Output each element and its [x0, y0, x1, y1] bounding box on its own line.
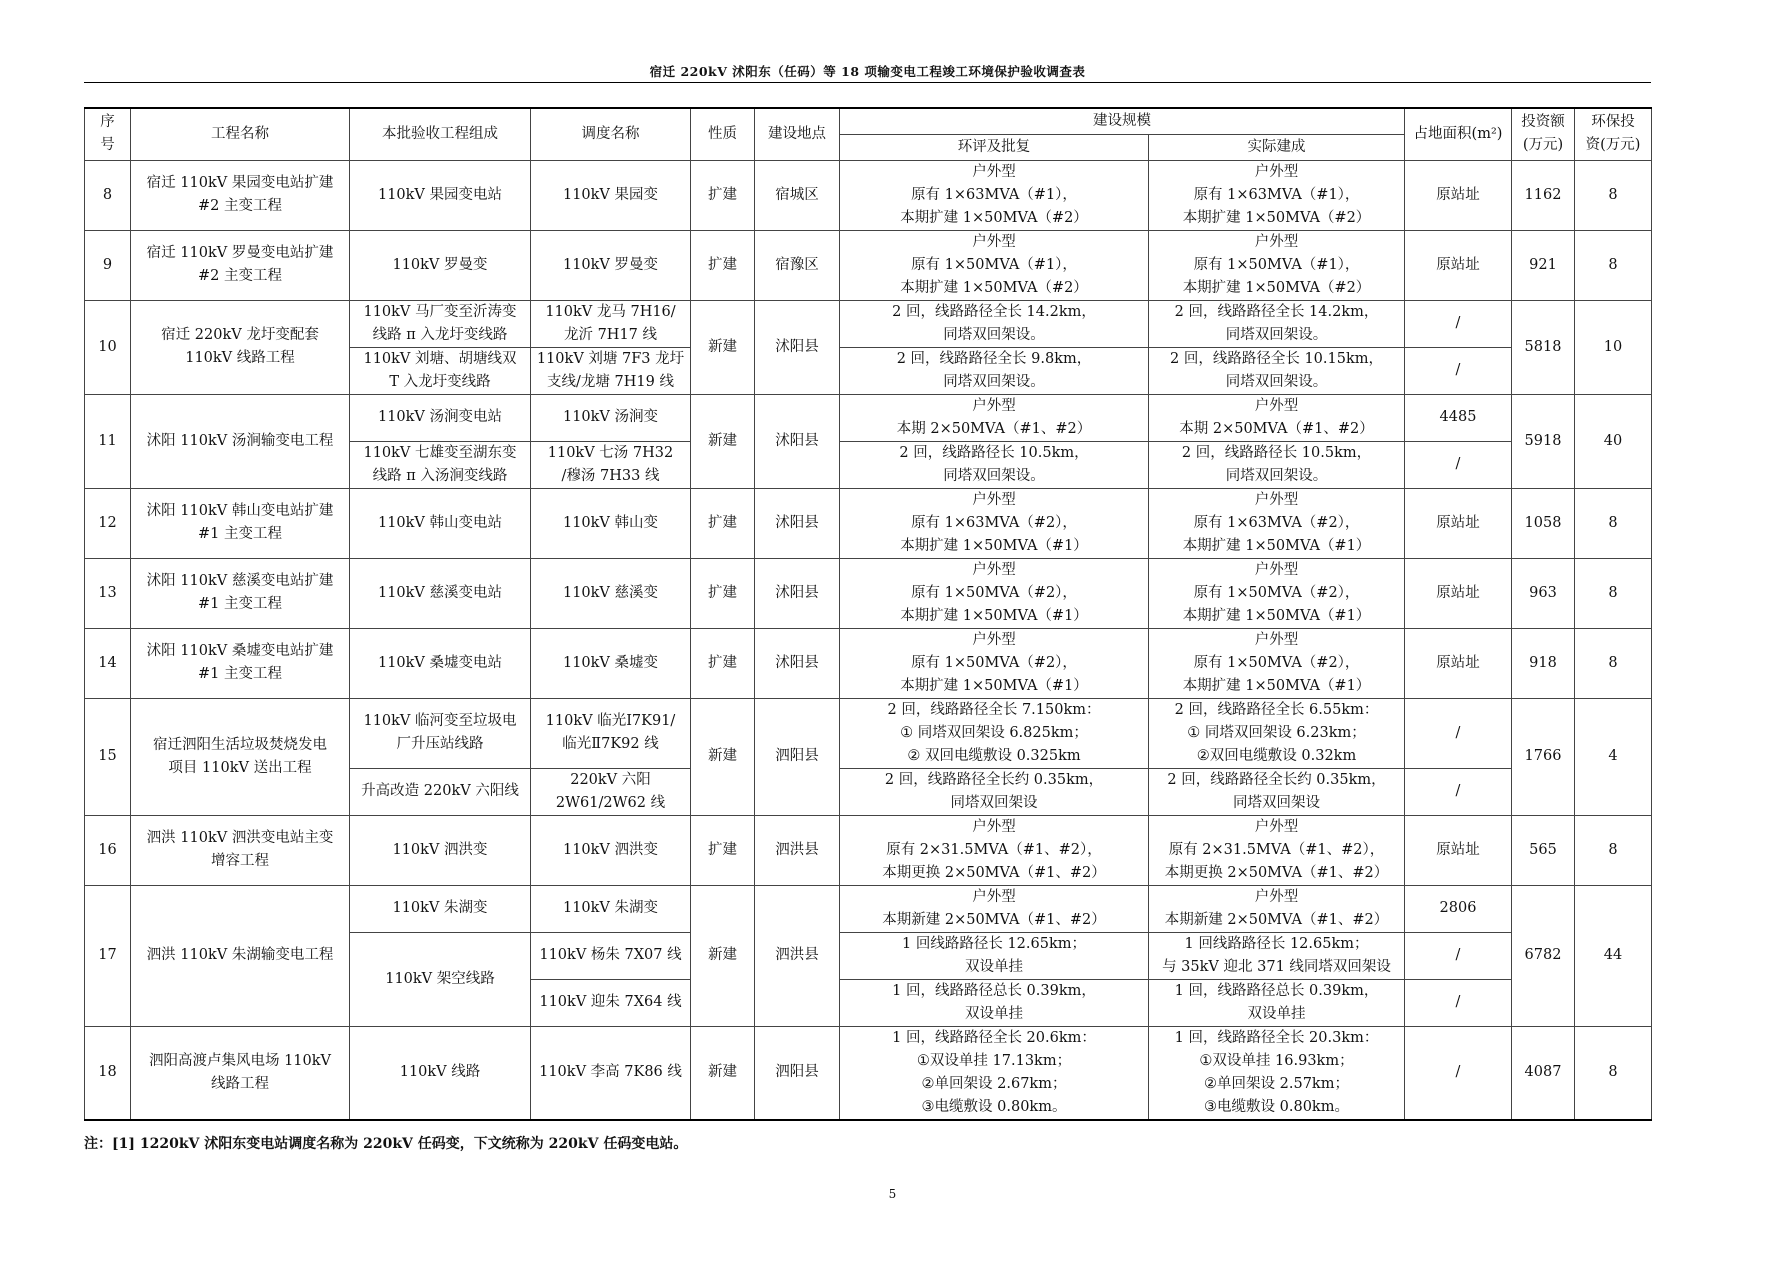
cell-seq: 11	[85, 394, 131, 488]
cell-location: 沭阳县	[755, 488, 840, 558]
cell-scale-actual: 2 回，线路路径全长约 0.35km， 同塔双回架设	[1149, 768, 1405, 815]
cell-scale-eia: 户外型 原有 1×50MVA（#1）， 本期扩建 1×50MVA（#2）	[840, 230, 1149, 300]
cell-env-invest: 4	[1575, 698, 1652, 815]
cell-scale-actual: 2 回，线路路径全长 6.55km： ① 同塔双回架设 6.23km； ②双回电缆敷设 0.32km	[1149, 698, 1405, 768]
table-row	[85, 698, 1652, 768]
cell-scale-eia: 2 回，线路路径全长 7.150km： ① 同塔双回架设 6.825km； ② 双回电缆敷设 0.325km	[840, 698, 1149, 768]
cell-nature: 新建	[691, 1026, 755, 1120]
cell-nature: 扩建	[691, 230, 755, 300]
cell-env-invest: 10	[1575, 300, 1652, 394]
col-header-env-invest: 环保投 资(万元)	[1575, 108, 1652, 160]
cell-env-invest: 8	[1575, 628, 1652, 698]
cell-scale-eia: 户外型 原有 1×63MVA（#2）， 本期扩建 1×50MVA（#1）	[840, 488, 1149, 558]
cell-dispatch-name: 110kV 桑墟变	[531, 628, 691, 698]
cell-dispatch-name: 110kV 罗曼变	[531, 230, 691, 300]
cell-scale-eia: 户外型 本期新建 2×50MVA（#1、#2）	[840, 885, 1149, 932]
cell-dispatch-name: 110kV 朱湖变	[531, 885, 691, 932]
cell-scale-actual: 1 回，线路路径总长 0.39km， 双设单挂	[1149, 979, 1405, 1026]
col-header-location: 建设地点	[755, 108, 840, 160]
cell-scale-actual: 户外型 原有 1×63MVA（#2）， 本期扩建 1×50MVA（#1）	[1149, 488, 1405, 558]
cell-area: /	[1405, 347, 1512, 394]
cell-scale-eia: 1 回，线路路径全长 20.6km： ①双设单挂 17.13km； ②单回架设 2.67km； ③电缆敷设 0.80km。	[840, 1026, 1149, 1120]
cell-env-invest: 8	[1575, 488, 1652, 558]
cell-project-name: 宿迁 110kV 果园变电站扩建 #2 主变工程	[131, 160, 350, 230]
page-number: 5	[888, 1187, 897, 1201]
cell-nature: 新建	[691, 394, 755, 488]
cell-component: 110kV 马厂变至沂涛变 线路 π 入龙圩变线路	[350, 300, 531, 347]
cell-seq: 18	[85, 1026, 131, 1120]
cell-scale-actual: 2 回，线路路径全长 14.2km， 同塔双回架设。	[1149, 300, 1405, 347]
cell-invest: 1058	[1512, 488, 1575, 558]
cell-project-name: 沭阳 110kV 慈溪变电站扩建 #1 主变工程	[131, 558, 350, 628]
cell-env-invest: 8	[1575, 558, 1652, 628]
cell-component: 110kV 果园变电站	[350, 160, 531, 230]
cell-scale-eia: 户外型 原有 1×50MVA（#2）， 本期扩建 1×50MVA（#1）	[840, 628, 1149, 698]
cell-dispatch-name: 110kV 杨朱 7X07 线	[531, 932, 691, 979]
cell-scale-eia: 2 回，线路路径长 10.5km， 同塔双回架设。	[840, 441, 1149, 488]
cell-component: 110kV 刘塘、胡塘线双 T 入龙圩变线路	[350, 347, 531, 394]
cell-area: /	[1405, 932, 1512, 979]
cell-env-invest: 8	[1575, 230, 1652, 300]
table-row	[85, 160, 1652, 230]
cell-seq: 14	[85, 628, 131, 698]
cell-nature: 新建	[691, 300, 755, 394]
acceptance-survey-table	[84, 107, 1652, 1121]
cell-nature: 扩建	[691, 558, 755, 628]
cell-nature: 扩建	[691, 628, 755, 698]
cell-scale-eia: 户外型 原有 2×31.5MVA（#1、#2）， 本期更换 2×50MVA（#1、#2）	[840, 815, 1149, 885]
cell-area: /	[1405, 1026, 1512, 1120]
cell-scale-eia: 户外型 原有 1×63MVA（#1）， 本期扩建 1×50MVA（#2）	[840, 160, 1149, 230]
cell-nature: 扩建	[691, 815, 755, 885]
cell-invest: 921	[1512, 230, 1575, 300]
cell-env-invest: 8	[1575, 160, 1652, 230]
table-row	[85, 885, 1652, 932]
cell-dispatch-name: 110kV 临光Ⅰ7K91/ 临光Ⅱ7K92 线	[531, 698, 691, 768]
cell-scale-actual: 户外型 原有 2×31.5MVA（#1、#2）， 本期更换 2×50MVA（#1、#2）	[1149, 815, 1405, 885]
cell-component: 110kV 泗洪变	[350, 815, 531, 885]
cell-component: 110kV 罗曼变	[350, 230, 531, 300]
cell-seq: 12	[85, 488, 131, 558]
cell-project-name: 沭阳 110kV 韩山变电站扩建 #1 主变工程	[131, 488, 350, 558]
cell-scale-actual: 户外型 本期新建 2×50MVA（#1、#2）	[1149, 885, 1405, 932]
cell-invest: 5918	[1512, 394, 1575, 488]
cell-location: 沭阳县	[755, 300, 840, 394]
cell-env-invest: 8	[1575, 815, 1652, 885]
col-header-dispatch: 调度名称	[531, 108, 691, 160]
cell-location: 沭阳县	[755, 558, 840, 628]
cell-scale-eia: 1 回，线路路径总长 0.39km， 双设单挂	[840, 979, 1149, 1026]
cell-scale-eia: 1 回线路路径长 12.65km； 双设单挂	[840, 932, 1149, 979]
cell-dispatch-name: 220kV 六阳 2W61/2W62 线	[531, 768, 691, 815]
cell-invest: 918	[1512, 628, 1575, 698]
cell-area: /	[1405, 768, 1512, 815]
table-row	[85, 558, 1652, 628]
cell-scale-actual: 户外型 本期 2×50MVA（#1、#2）	[1149, 394, 1405, 441]
cell-dispatch-name: 110kV 果园变	[531, 160, 691, 230]
cell-component: 110kV 慈溪变电站	[350, 558, 531, 628]
cell-location: 泗洪县	[755, 815, 840, 885]
cell-scale-actual: 户外型 原有 1×50MVA（#2）， 本期扩建 1×50MVA（#1）	[1149, 628, 1405, 698]
cell-seq: 15	[85, 698, 131, 815]
cell-component: 110kV 汤涧变电站	[350, 394, 531, 441]
cell-location: 沭阳县	[755, 394, 840, 488]
document-title: 宿迁 220kV 沭阳东（任码）等 18 项输变电工程竣工环境保护验收调查表	[649, 64, 1086, 79]
col-header-scale: 建设规模	[840, 108, 1405, 134]
table-row	[85, 815, 1652, 885]
cell-component: 110kV 韩山变电站	[350, 488, 531, 558]
cell-seq: 16	[85, 815, 131, 885]
table-row	[85, 300, 1652, 347]
cell-seq: 10	[85, 300, 131, 394]
header-rule	[84, 82, 1651, 83]
cell-area: 原站址	[1405, 230, 1512, 300]
cell-nature: 扩建	[691, 488, 755, 558]
cell-scale-actual: 2 回，线路路径长 10.5km， 同塔双回架设。	[1149, 441, 1405, 488]
cell-scale-eia: 2 回，线路路径全长 9.8km， 同塔双回架设。	[840, 347, 1149, 394]
cell-invest: 963	[1512, 558, 1575, 628]
cell-project-name: 泗洪 110kV 朱湖输变电工程	[131, 885, 350, 1026]
cell-scale-eia: 2 回，线路路径全长约 0.35km， 同塔双回架设	[840, 768, 1149, 815]
col-header-name: 工程名称	[131, 108, 350, 160]
cell-scale-actual: 1 回，线路路径全长 20.3km： ①双设单挂 16.93km； ②单回架设 2.57km； ③电缆敷设 0.80km。	[1149, 1026, 1405, 1120]
cell-project-name: 宿迁 220kV 龙圩变配套 110kV 线路工程	[131, 300, 350, 394]
cell-component: 110kV 线路	[350, 1026, 531, 1120]
cell-invest: 1766	[1512, 698, 1575, 815]
cell-dispatch-name: 110kV 龙马 7H16/ 龙沂 7H17 线	[531, 300, 691, 347]
cell-location: 泗洪县	[755, 885, 840, 1026]
cell-project-name: 沭阳 110kV 汤涧输变电工程	[131, 394, 350, 488]
table-row	[85, 1026, 1652, 1120]
cell-location: 泗阳县	[755, 1026, 840, 1120]
cell-component: 110kV 桑墟变电站	[350, 628, 531, 698]
cell-dispatch-name: 110kV 刘塘 7F3 龙圩 支线/龙塘 7H19 线	[531, 347, 691, 394]
col-header-nature: 性质	[691, 108, 755, 160]
cell-component: 110kV 朱湖变	[350, 885, 531, 932]
cell-area: 4485	[1405, 394, 1512, 441]
cell-area: 原站址	[1405, 628, 1512, 698]
cell-scale-eia: 户外型 本期 2×50MVA（#1、#2）	[840, 394, 1149, 441]
footnote: 注：[1] 1220kV 沭阳东变电站调度名称为 220kV 任码变，下文统称为 220kV 任码变电站。	[84, 1136, 688, 1152]
cell-dispatch-name: 110kV 七汤 7H32 /穆汤 7H33 线	[531, 441, 691, 488]
table-row	[85, 230, 1652, 300]
cell-project-name: 沭阳 110kV 桑墟变电站扩建 #1 主变工程	[131, 628, 350, 698]
col-header-area: 占地面积(m²)	[1405, 108, 1512, 160]
cell-invest: 4087	[1512, 1026, 1575, 1120]
cell-dispatch-name: 110kV 泗洪变	[531, 815, 691, 885]
table-row	[85, 628, 1652, 698]
cell-dispatch-name: 110kV 汤涧变	[531, 394, 691, 441]
cell-area: /	[1405, 979, 1512, 1026]
cell-component: 110kV 七雄变至湖东变 线路 π 入汤涧变线路	[350, 441, 531, 488]
cell-env-invest: 44	[1575, 885, 1652, 1026]
cell-location: 宿豫区	[755, 230, 840, 300]
cell-scale-eia: 2 回，线路路径全长 14.2km， 同塔双回架设。	[840, 300, 1149, 347]
cell-seq: 17	[85, 885, 131, 1026]
cell-component: 升高改造 220kV 六阳线	[350, 768, 531, 815]
cell-project-name: 宿迁泗阳生活垃圾焚烧发电 项目 110kV 送出工程	[131, 698, 350, 815]
cell-scale-actual: 户外型 原有 1×50MVA（#2）， 本期扩建 1×50MVA（#1）	[1149, 558, 1405, 628]
cell-seq: 9	[85, 230, 131, 300]
cell-area: /	[1405, 441, 1512, 488]
cell-seq: 13	[85, 558, 131, 628]
cell-component: 110kV 临河变至垃圾电 厂升压站线路	[350, 698, 531, 768]
cell-dispatch-name: 110kV 慈溪变	[531, 558, 691, 628]
cell-nature: 扩建	[691, 160, 755, 230]
cell-invest: 565	[1512, 815, 1575, 885]
cell-invest: 5818	[1512, 300, 1575, 394]
col-header-invest: 投资额 (万元)	[1512, 108, 1575, 160]
cell-dispatch-name: 110kV 迎朱 7X64 线	[531, 979, 691, 1026]
cell-area: 原站址	[1405, 558, 1512, 628]
col-header-scale-eia: 环评及批复	[840, 134, 1149, 160]
cell-invest: 6782	[1512, 885, 1575, 1026]
cell-area: 原站址	[1405, 815, 1512, 885]
cell-component: 110kV 架空线路	[350, 932, 531, 1026]
cell-scale-actual: 2 回，线路路径全长 10.15km， 同塔双回架设。	[1149, 347, 1405, 394]
cell-project-name: 泗阳高渡卢集风电场 110kV 线路工程	[131, 1026, 350, 1120]
cell-scale-actual: 1 回线路路径长 12.65km； 与 35kV 迎北 371 线同塔双回架设	[1149, 932, 1405, 979]
cell-area: 原站址	[1405, 488, 1512, 558]
col-header-scale-actual: 实际建成	[1149, 134, 1405, 160]
cell-project-name: 宿迁 110kV 罗曼变电站扩建 #2 主变工程	[131, 230, 350, 300]
cell-area: 原站址	[1405, 160, 1512, 230]
cell-area: /	[1405, 698, 1512, 768]
cell-area: 2806	[1405, 885, 1512, 932]
cell-area: /	[1405, 300, 1512, 347]
cell-dispatch-name: 110kV 韩山变	[531, 488, 691, 558]
table-row	[85, 394, 1652, 441]
cell-nature: 新建	[691, 885, 755, 1026]
cell-location: 沭阳县	[755, 628, 840, 698]
cell-scale-actual: 户外型 原有 1×63MVA（#1）， 本期扩建 1×50MVA（#2）	[1149, 160, 1405, 230]
cell-nature: 新建	[691, 698, 755, 815]
table-body	[85, 108, 1652, 1120]
cell-invest: 1162	[1512, 160, 1575, 230]
cell-location: 泗阳县	[755, 698, 840, 815]
cell-location: 宿城区	[755, 160, 840, 230]
table-row	[85, 488, 1652, 558]
cell-env-invest: 8	[1575, 1026, 1652, 1120]
col-header-seq: 序 号	[85, 108, 131, 160]
cell-seq: 8	[85, 160, 131, 230]
col-header-component: 本批验收工程组成	[350, 108, 531, 160]
cell-env-invest: 40	[1575, 394, 1652, 488]
header-row-1	[85, 108, 1652, 134]
cell-project-name: 泗洪 110kV 泗洪变电站主变 增容工程	[131, 815, 350, 885]
cell-scale-eia: 户外型 原有 1×50MVA（#2）， 本期扩建 1×50MVA（#1）	[840, 558, 1149, 628]
cell-scale-actual: 户外型 原有 1×50MVA（#1）， 本期扩建 1×50MVA（#2）	[1149, 230, 1405, 300]
cell-dispatch-name: 110kV 李高 7K86 线	[531, 1026, 691, 1120]
